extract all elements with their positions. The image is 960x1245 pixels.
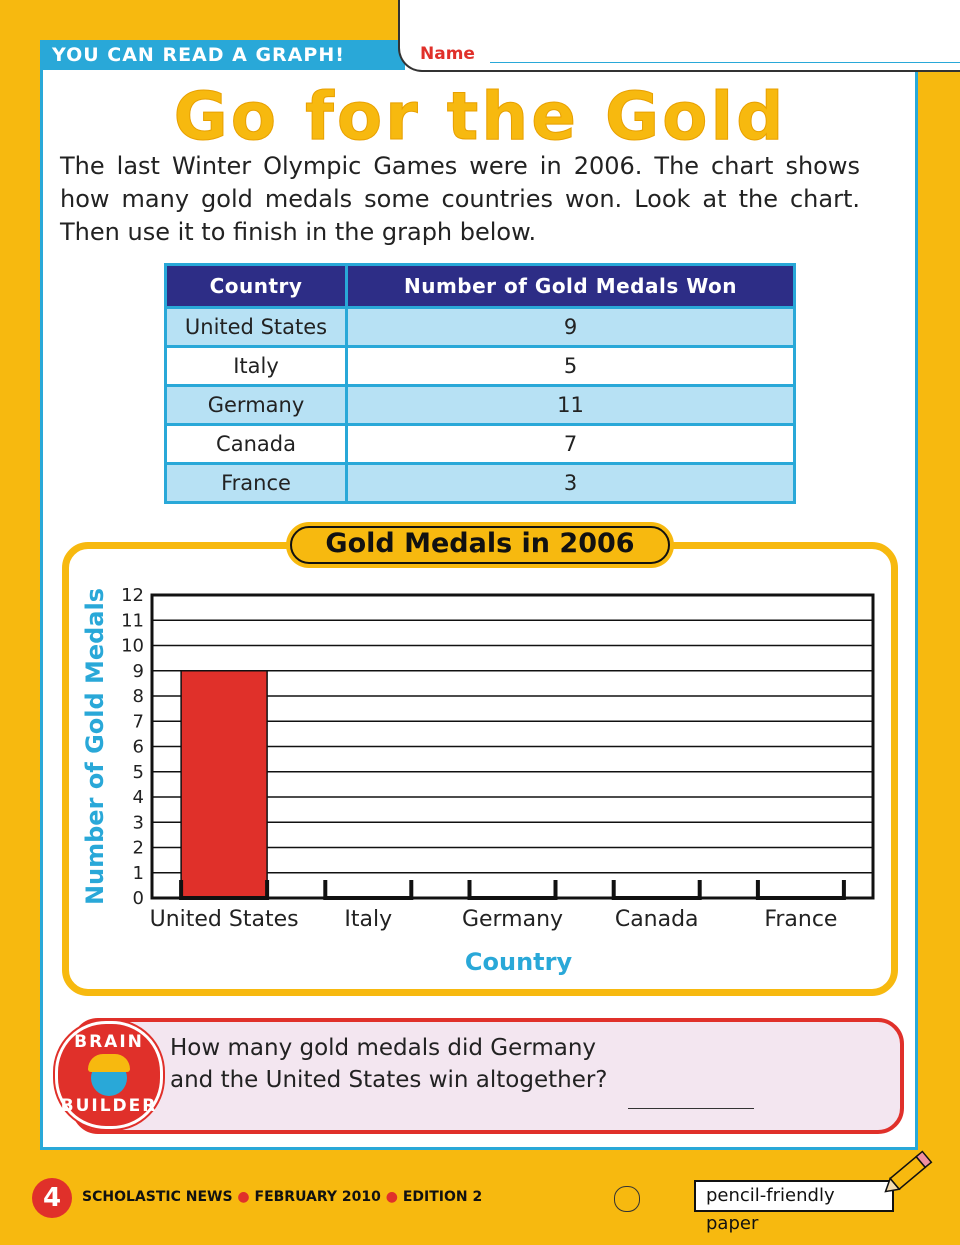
name-label: Name [420, 44, 475, 64]
column-header-country: Country [166, 265, 347, 308]
publication-name: SCHOLASTIC NEWS [82, 1189, 233, 1205]
x-tick-label: Germany [461, 907, 564, 932]
x-axis-label: Country [464, 948, 573, 976]
y-tick-label: 7 [132, 711, 144, 733]
hard-hat-icon [88, 1054, 130, 1072]
answer-line[interactable] [628, 1108, 754, 1109]
y-tick-label: 10 [121, 635, 144, 657]
x-tick-label: United States [149, 907, 299, 932]
y-tick-label: 0 [132, 888, 144, 909]
brain-builder-question: How many gold medals did Germany and the United States win altogether? [170, 1035, 608, 1093]
bar-base-bracket [470, 880, 556, 898]
page-title: Go for the Gold [173, 78, 787, 155]
cell-country: United States [166, 308, 347, 347]
recycle-logo [566, 1182, 676, 1214]
cell-country: France [166, 464, 347, 503]
y-tick-label: 1 [132, 862, 144, 884]
bar [181, 671, 267, 898]
cell-medals: 3 [347, 464, 795, 503]
cell-country: Germany [166, 386, 347, 425]
y-tick-label: 6 [132, 736, 144, 758]
bar-base-bracket [758, 880, 844, 898]
intro-text: The last Winter Olympic Games were in 2006. The chart shows how many gold medals some countries won. Look at the chart. Then use it to finish in the graph below. [60, 152, 860, 246]
section-header-strip: YOU CAN READ A GRAPH! [40, 40, 405, 70]
y-tick-label: 2 [132, 837, 144, 859]
brain-builder-badge [55, 1021, 163, 1129]
recycle-icon [614, 1186, 640, 1212]
cell-medals: 5 [347, 347, 795, 386]
bar-base-bracket [325, 880, 411, 898]
cell-medals: 9 [347, 308, 795, 347]
cell-country: Canada [166, 425, 347, 464]
graph-title-text: Gold Medals in 2006 [325, 528, 635, 559]
page-number: 4 [32, 1178, 72, 1218]
column-header-medals: Number of Gold Medals Won [347, 265, 795, 308]
bar-base-bracket [614, 880, 700, 898]
publication-date: FEBRUARY 2010 [254, 1189, 381, 1205]
y-tick-label: 11 [121, 610, 144, 632]
cell-medals: 11 [347, 386, 795, 425]
cell-country: Italy [166, 347, 347, 386]
pencil-icon [884, 1146, 936, 1196]
pencil-friendly-label: pencil-friendly paper [694, 1180, 894, 1212]
separator-dot-icon: ● [385, 1189, 398, 1205]
separator-dot-icon: ● [237, 1189, 250, 1205]
y-tick-label: 8 [132, 686, 144, 707]
publication-edition: EDITION 2 [402, 1189, 483, 1205]
y-tick-label: 3 [132, 812, 144, 834]
y-axis-label: Number of Gold Medals [81, 587, 109, 906]
x-tick-label: Canada [614, 907, 699, 932]
x-tick-label: Italy [344, 907, 393, 932]
y-tick-label: 4 [132, 787, 144, 808]
badge-text-top: BRAIN [74, 1032, 144, 1052]
y-tick-label: 12 [121, 585, 144, 606]
badge-text-bottom: BUILDER [60, 1096, 158, 1116]
x-tick-label: France [764, 907, 838, 932]
publication-info [82, 1189, 482, 1205]
y-tick-label: 5 [132, 761, 144, 783]
cell-medals: 7 [347, 425, 795, 464]
y-tick-label: 9 [132, 660, 144, 682]
